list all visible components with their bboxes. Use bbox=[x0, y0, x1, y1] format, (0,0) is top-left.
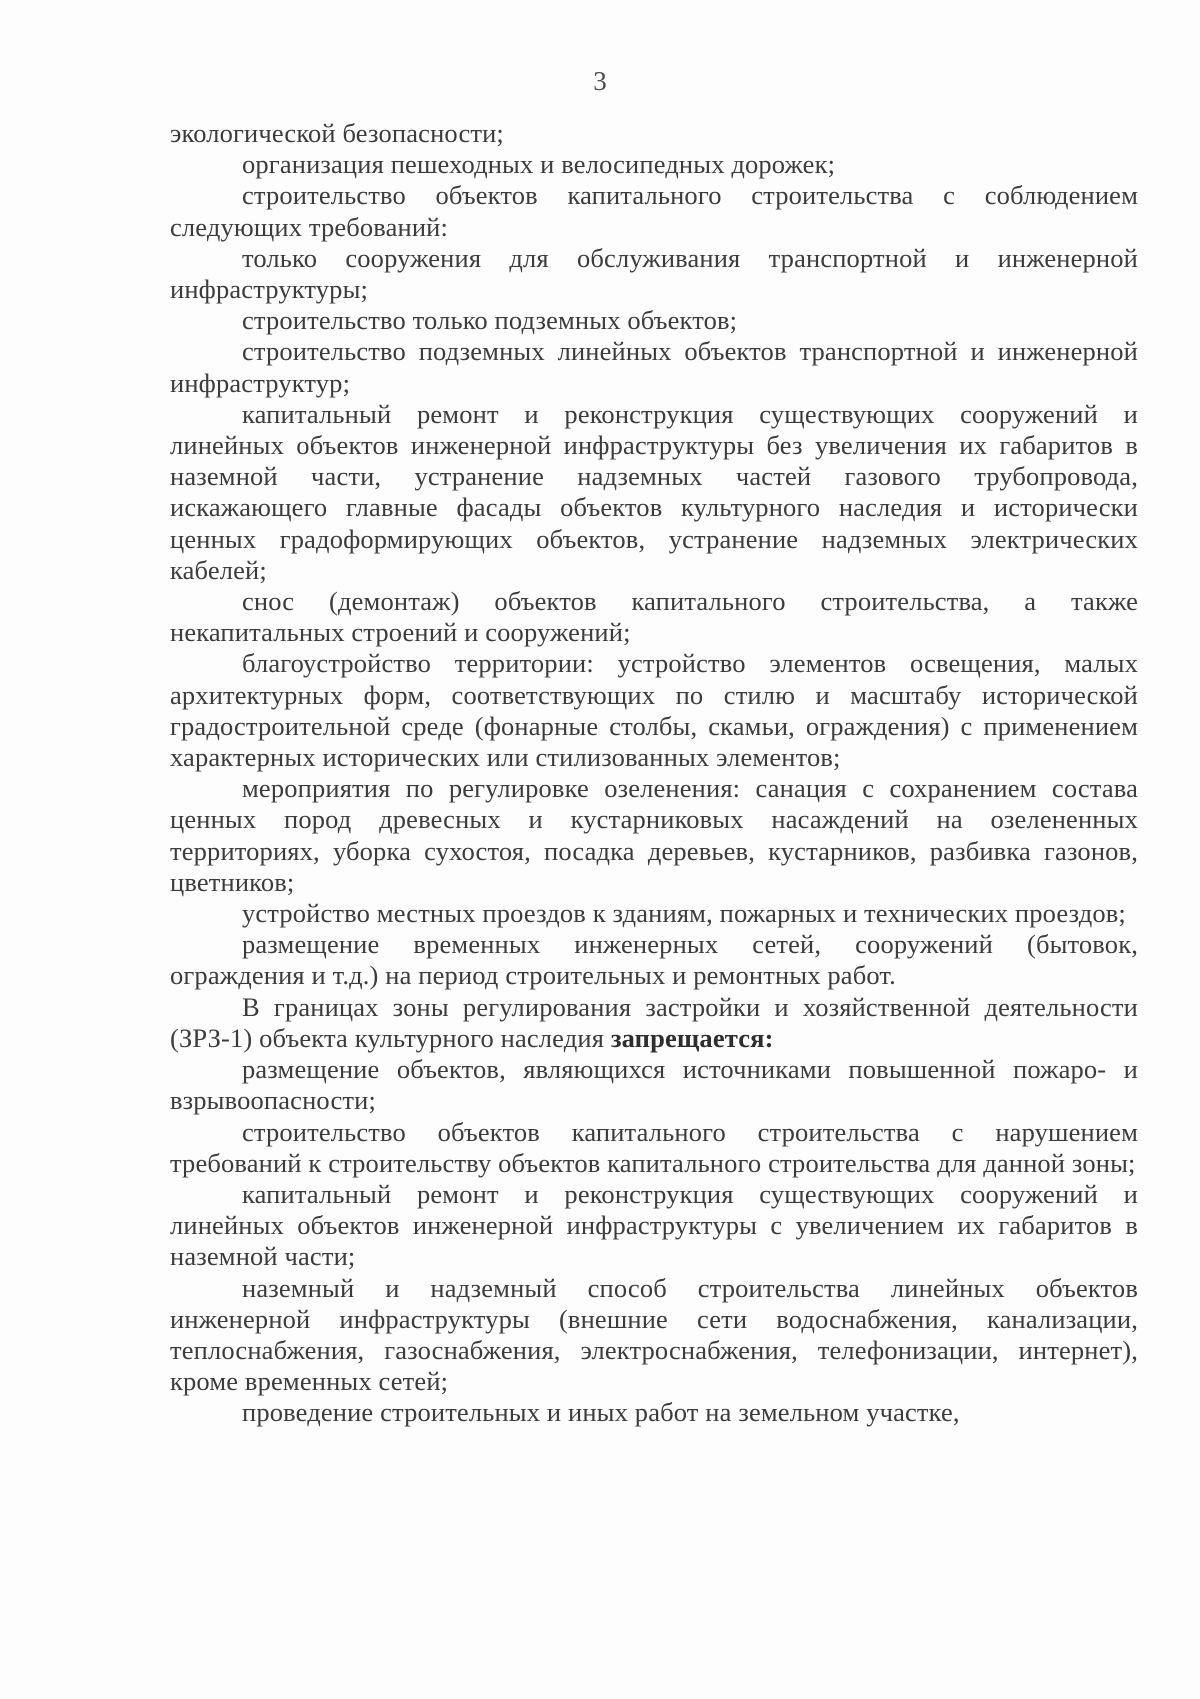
page-number: 3 bbox=[593, 66, 607, 96]
paragraph: строительство объектов капитального строительства с соблюдением следующих требований: bbox=[170, 180, 1138, 242]
paragraph: экологической безопасности; bbox=[170, 118, 504, 148]
paragraph: мероприятия по регулировке озеленения: санация с сохранением состава ценных пород древесных и кустарниковых насаждений на озелененных территориях, уборка сухостоя, посадка деревьев, кустарников, разбивка газонов, цветников; bbox=[170, 773, 1138, 897]
paragraph: капитальный ремонт и реконструкция существующих сооружений и линейных объектов инженерной инфраструктуры без увеличения их габаритов в наземной части, устранение надземных частей газового трубопровода, искажающего главные фасады объектов культурного наследия и исторически ценных градоформирующих объектов, устранение надземных электрических кабелей; bbox=[170, 398, 1138, 585]
zone-paragraph bbox=[170, 992, 1138, 1054]
paragraph: снос (демонтаж) объектов капитального строительства, а также некапитальных строений и сооружений; bbox=[170, 586, 1138, 648]
prohibited-item: капитальный ремонт и реконструкция существующих сооружений и линейных объектов инженерной инфраструктуры с увеличением их габаритов в наземной части; bbox=[170, 1178, 1138, 1272]
paragraph: организация пешеходных и велосипедных дорожек; bbox=[242, 149, 836, 180]
document-body bbox=[170, 118, 1138, 1429]
paragraph: размещение временных инженерных сетей, сооружений (бытовок, ограждения и т.д.) на период строительных и ремонтных работ. bbox=[170, 929, 1138, 991]
paragraph: благоустройство территории: устройство элементов освещения, малых архитектурных форм, соответствующих по стилю и масштабу исторической градостроительной среде (фонарные столбы, скамьи, ограждения) с применением характерных исторических или стилизованных элементов; bbox=[170, 648, 1138, 773]
prohibited-item: наземный и надземный способ строительства линейных объектов инженерной инфраструктуры (внешние сети водоснабжения, канализации, теплоснабжения, газоснабжения, электроснабжения, телефонизации, интернет), кроме временных сетей; bbox=[170, 1272, 1138, 1397]
zone-paragraph-text: В границах зоны регулирования застройки и хозяйственной деятельности (ЗРЗ-1) объекта культурного наследия bbox=[170, 991, 1138, 1053]
zone-paragraph-bold: запрещается: bbox=[610, 1022, 774, 1053]
paragraph: только сооружения для обслуживания транспортной и инженерной инфраструктуры; bbox=[170, 242, 1138, 305]
paragraph: строительство только подземных объектов; bbox=[242, 305, 738, 336]
prohibited-item: размещение объектов, являющихся источниками повышенной пожаро- и взрывоопасности; bbox=[170, 1054, 1138, 1116]
prohibited-item: строительство объектов капитального строительства с нарушением требований к строительству объектов капитального строительства для данной зоны; bbox=[170, 1116, 1138, 1178]
prohibited-item: проведение строительных и иных работ на земельном участке, bbox=[242, 1397, 960, 1428]
paragraph: устройство местных проездов к зданиям, пожарных и технических проездов; bbox=[242, 898, 1126, 929]
paragraph: строительство подземных линейных объектов транспортной и инженерной инфраструктур; bbox=[170, 336, 1138, 398]
